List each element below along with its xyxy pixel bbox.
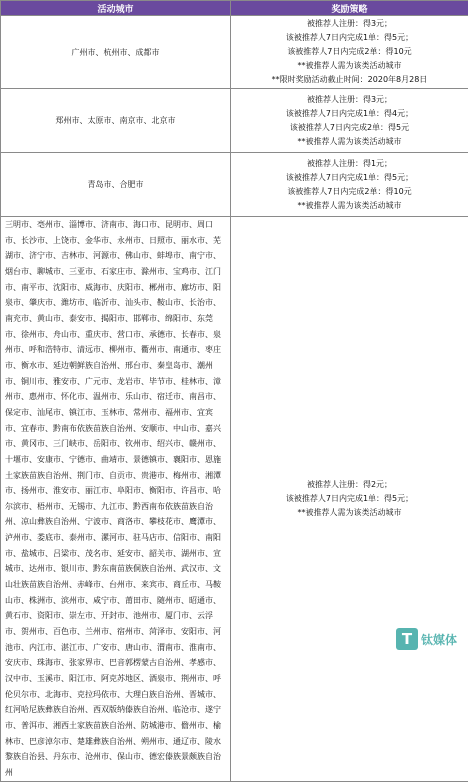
cities-cell: 郑州市、太原市、南京市、北京市: [1, 89, 231, 153]
reward-cell: [231, 89, 468, 153]
reward-line: **限时奖励活动截止时间：2020年8月28日: [231, 73, 468, 87]
reward-line: **被推荐人需为该类活动城市: [231, 506, 468, 520]
table-row: [1, 217, 468, 782]
reward-line: **被推荐人需为该类活动城市: [231, 199, 468, 213]
reward-line: 该被推荐人7日内完成1单：得4元；: [231, 107, 468, 121]
watermark-text: 钛媒体: [421, 631, 457, 648]
table-header-row: [1, 1, 468, 16]
reward-line: 该被推荐人7日内完成2单：得5元: [231, 121, 468, 135]
reward-line: 被推荐人注册：得1元；: [231, 157, 468, 171]
reward-line: 该被推荐人7日内完成2单：得10元: [231, 185, 468, 199]
reward-line: 被推荐人注册：得3元；: [231, 17, 468, 31]
reward-cell: [231, 217, 468, 782]
table-row: [1, 89, 468, 153]
tmtpost-logo-icon: T: [396, 628, 418, 650]
reward-cell: [231, 153, 468, 217]
reward-line: 该被推荐人7日内完成1单：得5元；: [231, 31, 468, 45]
reward-line: 被推荐人注册：得2元；: [231, 478, 468, 492]
header-reward-strategy: 奖励策略: [231, 1, 468, 16]
reward-line: **被推荐人需为该类活动城市: [231, 59, 468, 73]
reward-line: 该被推荐人7日内完成2单：得10元: [231, 45, 468, 59]
cities-cell: 青岛市、合肥市: [1, 153, 231, 217]
reward-line: 被推荐人注册：得3元；: [231, 93, 468, 107]
cities-cell: 广州市、杭州市、成都市: [1, 16, 231, 89]
cities-cell: 三明市、亳州市、淄博市、济南市、海口市、昆明市、周口市、长沙市、上饶市、金华市、永州市、日照市、丽水市、芜湖市、济宁市、吉林市、河源市、佛山市、蚌埠市、南宁市、烟台市、聊城市、三亚市、石家庄市、滁州市、宝鸡市、江门市、南平市、沈阳市、威海市、庆阳市、郴州市、廊坊市、阳泉市、肇庆市、潍坊市、临沂市、汕头市、鞍山市、长治市、南充市、黄山市、泰安市、揭阳市、邯郸市、绵阳市、东莞市、徐州市、舟山市、重庆市、营口市、承德市、长春市、泉州市、呼和浩特市、清远市、柳州市、衢州市、南通市、枣庄市、衡水市、延边朝鲜族自治州、邢台市、秦皇岛市、潮州市、铜川市、雅安市、广元市、龙岩市、毕节市、桂林市、漳州市、惠州市、怀化市、温州市、乐山市、宿迁市、南昌市、保定市、汕尾市、镇江市、玉林市、常州市、福州市、宜宾市、宜春市、黔南布依族苗族自治州、安顺市、中山市、嘉兴市、黄冈市、三门峡市、岳阳市、钦州市、绍兴市、赣州市、十堰市、安康市、宁德市、曲靖市、景德镇市、襄阳市、恩施土家族苗族自治州、荆门市、自贡市、贵港市、梅州市、湘潭市、扬州市、淮安市、丽江市、阜阳市、衡阳市、许昌市、哈尔滨市、梧州市、无锡市、九江市、黔西南布依族苗族自治州、凉山彝族自治州、宁波市、商洛市、攀枝花市、鹰潭市、泸州市、娄底市、泰州市、漯河市、驻马店市、信阳市、南阳市、盐城市、吕梁市、茂名市、延安市、韶关市、湖州市、宣城市、达州市、银川市、黔东南苗族侗族自治州、武汉市、文山壮族苗族自治州、赤峰市、台州市、来宾市、商丘市、马鞍山市、株洲市、滨州市、咸宁市、莆田市、随州市、昭通市、黄石市、资阳市、崇左市、开封市、池州市、厦门市、云浮市、贺州市、百色市、兰州市、宿州市、菏泽市、安阳市、河池市、内江市、湛江市、广安市、唐山市、渭南市、淮南市、安庆市、珠海市、张家界市、巴音郭楞蒙古自治州、孝感市、汉中市、玉溪市、阳江市、阿克苏地区、酒泉市、荆州市、呼伦贝尔市、北海市、克拉玛依市、大理白族自治州、晋城市、红河哈尼族彝族自治州、西双版纳傣族自治州、临沧市、遂宁市、普洱市、湘西土家族苗族自治州、防城港市、儋州市、榆林市、巴彦淖尔市、楚雄彝族自治州、朔州市、通辽市、陵水黎族自治县、丹东市、沧州市、保山市、德宏傣族景颇族自治州: [1, 217, 231, 782]
reward-line: 该被推荐人7日内完成1单：得5元；: [231, 171, 468, 185]
table-row: [1, 16, 468, 89]
watermark-logo: [396, 624, 466, 654]
reward-line: **被推荐人需为该类活动城市: [231, 135, 468, 149]
table-row: [1, 153, 468, 217]
reward-cell: [231, 16, 468, 89]
reward-line: 该被推荐人7日内完成1单：得5元；: [231, 492, 468, 506]
header-activity-cities: 活动城市: [1, 1, 231, 16]
